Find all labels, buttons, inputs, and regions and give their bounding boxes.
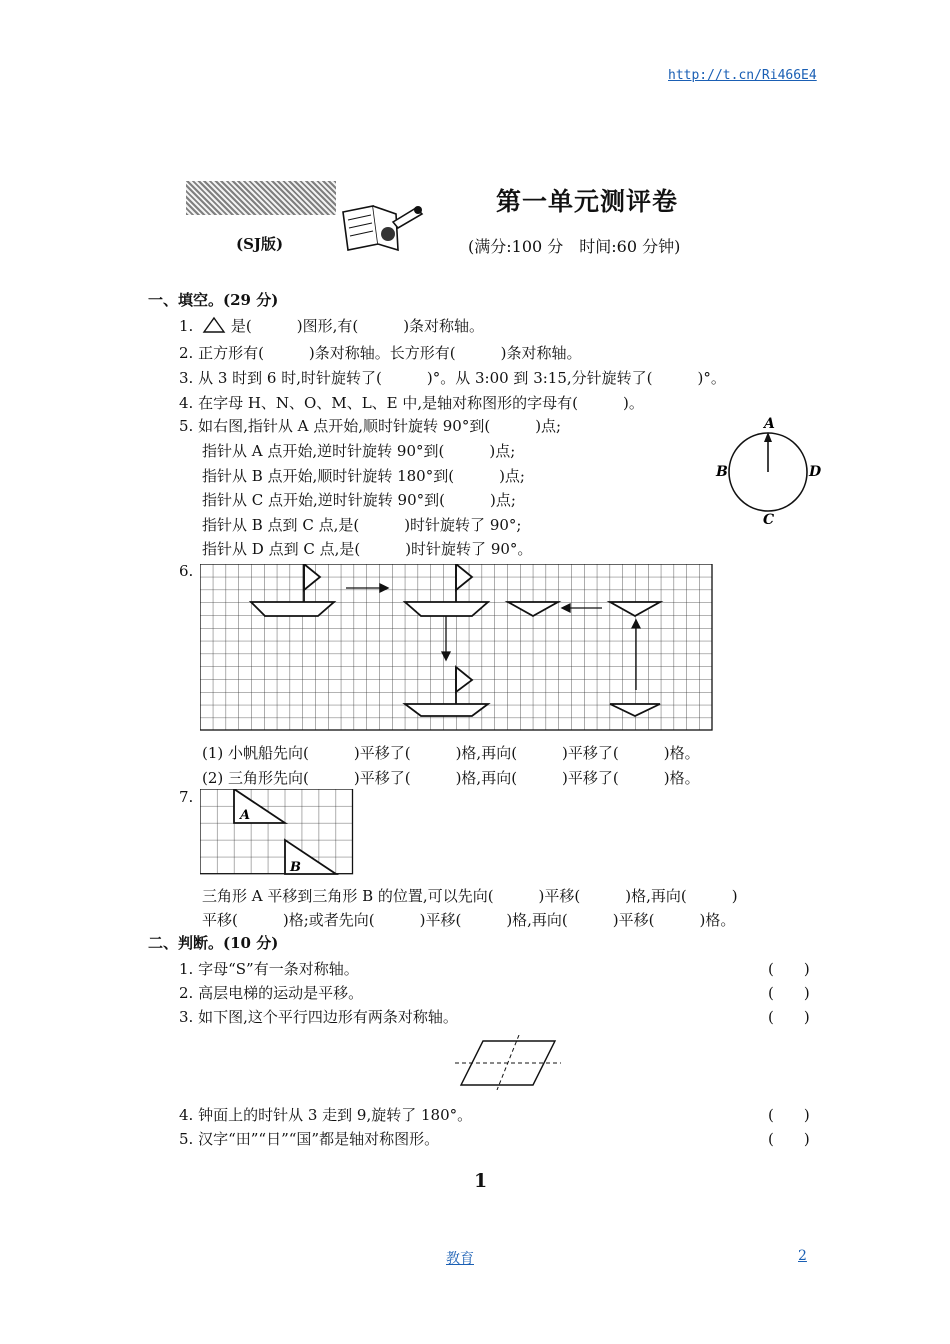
clock-label-a: A (764, 416, 775, 432)
judge-answer-4[interactable]: ( ) (768, 1106, 810, 1124)
page-subtitle: (满分:100 分 时间:60 分钟) (468, 237, 681, 256)
judge-answer-5[interactable]: ( ) (768, 1130, 810, 1148)
question-7-line-1: 三角形 A 平移到三角形 B 的位置,可以先向( )平移( )格,再向( ) (202, 887, 738, 905)
question-7-line-2: 平移( )格;或者先向( )平移( )格,再向( )平移( )格。 (202, 911, 736, 929)
page-title: 第一单元测评卷 (496, 187, 679, 216)
question-1-number: 1. (179, 317, 194, 335)
section2-heading: 二、判断。(10 分) (148, 934, 279, 952)
clock-label-b: B (716, 464, 728, 480)
question-6-number: 6. (179, 562, 194, 580)
question-5-line-5: 指针从 B 点到 C 点,是( )时针旋转了 90°; (202, 516, 522, 534)
question-1-text: 是( )图形,有( )条对称轴。 (230, 317, 485, 335)
judge-item-2: 2. 高层电梯的运动是平移。 (179, 984, 364, 1002)
header-url-link[interactable]: http://t.cn/Ri466E4 (668, 68, 817, 83)
parallelogram-figure (455, 1035, 565, 1090)
triangle-b-label: B (290, 860, 301, 875)
question-2: 2. 正方形有( )条对称轴。长方形有( )条对称轴。 (179, 344, 582, 362)
question-3: 3. 从 3 时到 6 时,时针旋转了( )°。从 3:00 到 3:15,分针旋转了( )°。 (179, 369, 726, 387)
question-5-line-1: 5. 如右图,指针从 A 点开始,顺时针旋转 90°到( )点; (179, 417, 562, 435)
question-5-line-3: 指针从 B 点开始,顺时针旋转 180°到( )点; (202, 467, 525, 485)
clock-diagram (712, 414, 824, 530)
judge-item-1: 1. 字母“S”有一条对称轴。 (179, 960, 359, 978)
question-7-grid (200, 789, 356, 877)
decorative-stamp (186, 181, 336, 215)
question-7-number: 7. (179, 788, 194, 806)
clock-label-d: D (809, 464, 822, 480)
question-6-part-2: (2) 三角形先向( )平移了( )格,再向( )平移了( )格。 (202, 769, 700, 787)
judge-item-5: 5. 汉字“田”“日”“国”都是轴对称图形。 (179, 1130, 440, 1148)
edition-label: (SJ版) (236, 235, 284, 253)
question-5-line-2: 指针从 A 点开始,逆时针旋转 90°到( )点; (202, 442, 516, 460)
judge-answer-3[interactable]: ( ) (768, 1008, 810, 1026)
judge-answer-1[interactable]: ( ) (768, 960, 810, 978)
question-5-line-6: 指针从 D 点到 C 点,是( )时针旋转了 90°。 (202, 540, 533, 558)
book-illustration-icon (338, 200, 428, 255)
judge-answer-2[interactable]: ( ) (768, 984, 810, 1002)
section1-heading: 一、填空。(29 分) (148, 291, 279, 309)
footer-link-education[interactable]: 教育 (446, 1251, 474, 1267)
triangle-a-label: A (240, 808, 251, 823)
question-5-line-4: 指针从 C 点开始,逆时针旋转 90°到( )点; (202, 491, 516, 509)
clock-label-c: C (763, 512, 775, 528)
page-number: 1 (474, 1170, 488, 1192)
judge-item-4: 4. 钟面上的时针从 3 走到 9,旋转了 180°。 (179, 1106, 473, 1124)
footer-page-link[interactable]: 2 (798, 1248, 807, 1264)
question-4: 4. 在字母 H、N、O、M、L、E 中,是轴对称图形的字母有( )。 (179, 394, 644, 412)
judge-item-3: 3. 如下图,这个平行四边形有两条对称轴。 (179, 1008, 458, 1026)
triangle-icon (202, 316, 226, 334)
question-1 (179, 315, 484, 336)
translation-grid (200, 564, 714, 734)
question-6-part-1: (1) 小帆船先向( )平移了( )格,再向( )平移了( )格。 (202, 744, 700, 762)
